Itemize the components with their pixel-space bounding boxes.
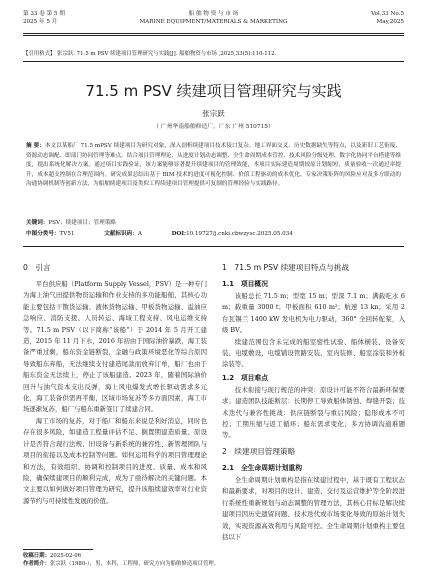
header-volume-en: Vol.33 No.5 (371, 11, 404, 17)
header-rule-thin (23, 35, 404, 36)
header-volume: 第 33 卷 第 5 期 (23, 11, 65, 17)
running-header (23, 11, 404, 33)
abstract-label: 摘 要： (26, 143, 45, 149)
lifecycle-plan-paragraph: 全生命周期计划重构是指在续建过程中，基于既有工程状态和最新要求，对项目的设计、建造、交付及运营维护等全阶段进行系统性重新规划与动态调整的管理方法，其核心目标是解决续建项目因历史遗留问题、技术迭代或市场变化导致的原始计划失效，实现资源高效利用与风险可控。全生命周期计划重构主要包括以下 (222, 475, 405, 541)
author-bio-label: 作者简介： (23, 561, 50, 567)
footnote-rule (23, 549, 93, 550)
clc-value: TV51 (59, 231, 75, 237)
classification (26, 230, 401, 239)
header-journal (23, 11, 404, 26)
subsection-1-1-heading: 1.1 项目概况 (222, 280, 269, 288)
abstract (26, 142, 401, 190)
doi-label: DOI: (171, 231, 187, 237)
doi-value: 10.19727/j.cnki.cbwzysc.2025.05.034 (186, 231, 293, 237)
project-scope-paragraph: 续建范围包含未完成的船室密性试验、船体横装、设备安装、电缆敷设、电缆铺设管路安装、室内装修、船室涂装和外板涂装等。 (222, 337, 405, 369)
received-value: 2025-02-06 (49, 553, 82, 559)
project-difficulties-paragraph: 技术衔接与现行规范的冲突：原设计可能不符合最新环保要求；建造团队技能断层：长期停工导致船体锈蚀、焊缝开裂；技术迭代与兼容性挑战：供应链断裂与重启风险；隐形成本不可控；工期压缩与返工循环；船东需求变化；多方协调沟通难题等。 (222, 385, 405, 440)
keywords (26, 219, 401, 228)
doi (172, 231, 307, 237)
header-issue-en (371, 11, 404, 26)
header-date: 2025 年 5 月 (23, 18, 58, 25)
footnote (23, 552, 404, 568)
subsection-1-2-heading: 1.2 项目难点 (222, 373, 269, 382)
document-code (104, 231, 156, 237)
intro-paragraph-1: 平台供应船（Platform Supply Vessel，PSV）是一种专门为海上油气田提供物资运输和作业支持的多功能船舶，其核心功能主要包括干散货运输、液体货物运输、甲板货物运输、溢油应急响应、消防支援、人员转运、海域工程支持、风电运维支持等。71.5 m PSV（以下简称“该船”）于 2014 年 5 月开工建造，2015 年 11 月下水，2016 年初由于国际油价暴跌，海工装备严重过剩，船东资金链断裂，金融与政策环境恶化等综合原因导致船东弃船，无法继续支付建造尾款而放弃订单，船厂也由于船东资金无法续上，停止了该船建造。2023 年，随着国际油价回升与油气资本支出反弹，海上风电爆发式增长驱动需求多元化，海工装备供需再平衡，区域市场复苏等多方面因素，海工市场逐渐复苏，船厂与船东重新签订了续建合同。 (23, 280, 207, 414)
citation-rule (23, 61, 404, 62)
paper-author: 张宗跃 (202, 109, 225, 118)
section-1-heading: 1 71.5 m PSV 续建项目特点与挑战 (222, 263, 349, 272)
abstract-text: 本文以某船厂 71.5 mPSV 续建项目为研究对象，深入剖析续建项目技术接口复杂、地工界面交叉、历史数据缺失等特点，以及新旧工艺衔接、资源动态调配、即部门协同管理等难点。结合项目管理理论，从进度计划动态调整、全生命周期成本管控、技术风险分级处理、数字化协同平台搭建等维度，提出系统化解决方案。通过项目实践验证，该方案能够显著提升续建项目的管理效能，本项目实际建造周期较原计划缩短，质量验收一次通过率提升，成本超支控制在合理范围内。研究成果总结出基于 BIM 技术的进度可视化控制、价值工程驱动的成本优化、专家决策矩阵的风险应对及多方联动的沟通协调机制等创新方法，为船舶续建项目及类似工程续建项目管理提供可复制的管理经验与实践路径。 (26, 143, 401, 188)
right-column (222, 262, 405, 543)
received-date (23, 552, 404, 560)
intro-paragraph-2: 海工市场的复苏，对于船厂和船东来说是利好消息，同时也存在很多风险，如建造工程量评估不足、搁置期建造质量、原设计是否符合现行法规、旧设备与新系统的兼容性、新管理团队与项目的衔接以及成本控制等问题。如何运用科学的项目管理理论和方法，有效组织、协调和控制项目的进度、质量、成本和风险，确保续建项目的顺利完成，成为了亟待解决的关键问题。本文主要以如何做好项目管理为研究，提升该船续建效率对行业资源节约与可持续性发展的价值。 (23, 416, 207, 505)
doc-value: A (137, 231, 142, 237)
header-rule (23, 33, 404, 34)
received-label: 收稿日期： (23, 553, 50, 559)
doc-label: 文献标识码： (104, 231, 138, 237)
section-2-heading: 2 续建项目管理策略 (222, 446, 296, 456)
clc-label: 中图分类号： (26, 231, 60, 237)
keywords-text: PSV；续建项目；管理策略 (48, 220, 116, 226)
clc-number (26, 231, 88, 237)
abstract-rule (23, 246, 404, 247)
keywords-label: 关键词： (26, 220, 49, 226)
author-bio (23, 560, 404, 568)
header-date-en: May,2025 (376, 18, 404, 25)
author-bio-value: 张宗跃（1980-），男，本科，工程师，研究方向为船舶修造项目管理。 (49, 561, 220, 567)
subsection-2-1-heading: 2.1 全生命周期计划重构 (222, 463, 303, 472)
left-column (23, 262, 207, 507)
header-journal-cn: 船 舶 物 资 与 市 场 (188, 11, 239, 17)
header-journal-en: MARINE EQUIPMENT/MATERIALS & MARKETING (139, 18, 288, 25)
project-overview-paragraph: 该船总长 71.5 m；型宽 15 m；型深 7.1 m；满载吃水 6 m；载重量 3000 t；甲板面积 610 m²；航速 13 kn；采用 2 台瓦锡兰 1400 kW 发电机为电力驱动，360° 全回转舵桨，入级 BV。 (222, 292, 405, 335)
citation-format: 【引用格式】 张宗跃. 71.5 m PSV 续建项目管理研究与实践[J]. 船舶物资与市场 ,2025,33(5):110-112. (23, 51, 277, 57)
paper-title: 71.5 m PSV 续建项目管理研究与实践 (85, 82, 342, 100)
paper-affiliation: （ 广州华南船舶修造厂，广东 广州 510715） (153, 124, 274, 130)
section-introduction-heading: 0 引言 (23, 263, 51, 272)
